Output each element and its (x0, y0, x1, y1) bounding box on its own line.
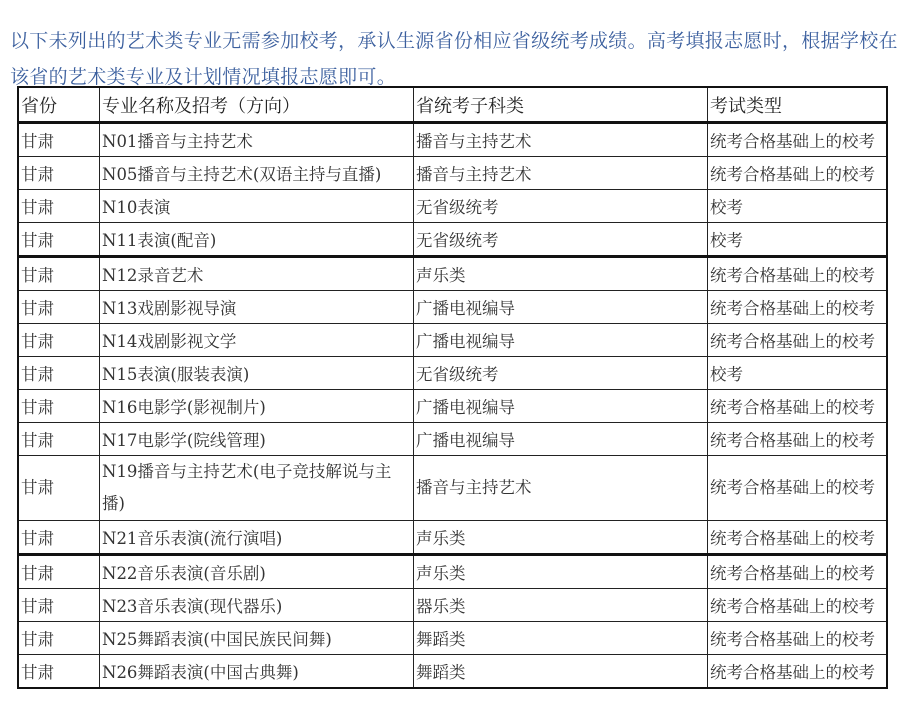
cell-exam-type: 统考合格基础上的校考 (708, 157, 888, 190)
table-row (18, 257, 887, 291)
cell-province: 甘肃 (18, 622, 100, 655)
cell-province: 甘肃 (18, 157, 100, 190)
cell-subcategory: 无省级统考 (414, 223, 708, 257)
cell-subcategory: 舞蹈类 (414, 655, 708, 689)
cell-province: 甘肃 (18, 291, 100, 324)
cell-exam-type: 校考 (708, 223, 888, 257)
table-row (18, 456, 887, 521)
cell-subcategory: 广播电视编导 (414, 423, 708, 456)
table-row (18, 157, 887, 190)
cell-major: N26舞蹈表演(中国古典舞) (100, 655, 414, 689)
cell-subcategory: 无省级统考 (414, 190, 708, 223)
cell-province: 甘肃 (18, 655, 100, 689)
cell-exam-type: 统考合格基础上的校考 (708, 521, 888, 555)
cell-exam-type: 统考合格基础上的校考 (708, 257, 888, 291)
cell-province: 甘肃 (18, 521, 100, 555)
cell-province: 甘肃 (18, 123, 100, 157)
cell-exam-type: 统考合格基础上的校考 (708, 655, 888, 689)
cell-province: 甘肃 (18, 555, 100, 589)
cell-province: 甘肃 (18, 223, 100, 257)
cell-major: N25舞蹈表演(中国民族民间舞) (100, 622, 414, 655)
cell-major: N05播音与主持艺术(双语主持与直播) (100, 157, 414, 190)
cell-exam-type: 统考合格基础上的校考 (708, 589, 888, 622)
cell-major: N13戏剧影视导演 (100, 291, 414, 324)
table-row (18, 190, 887, 223)
cell-subcategory: 声乐类 (414, 521, 708, 555)
cell-province: 甘肃 (18, 324, 100, 357)
table-row (18, 655, 887, 689)
header-subcategory: 省统考子科类 (414, 87, 708, 123)
cell-major: N22音乐表演(音乐剧) (100, 555, 414, 589)
cell-province: 甘肃 (18, 423, 100, 456)
header-exam-type: 考试类型 (708, 87, 888, 123)
intro-paragraph: 以下未列出的艺术类专业无需参加校考，承认生源省份相应省级统考成绩。高考填报志愿时，根据学校在该省的艺术类专业及计划情况填报志愿即可。 (10, 30, 898, 88)
cell-subcategory: 播音与主持艺术 (414, 456, 708, 521)
cell-major: N14戏剧影视文学 (100, 324, 414, 357)
cell-subcategory: 广播电视编导 (414, 324, 708, 357)
cell-major: N01播音与主持艺术 (100, 123, 414, 157)
art-majors-table (17, 86, 888, 689)
table-row (18, 589, 887, 622)
table-header-row (18, 87, 887, 123)
table-row (18, 223, 887, 257)
table-row (18, 291, 887, 324)
cell-subcategory: 声乐类 (414, 555, 708, 589)
cell-exam-type: 统考合格基础上的校考 (708, 456, 888, 521)
cell-major: N21音乐表演(流行演唱) (100, 521, 414, 555)
cell-subcategory: 无省级统考 (414, 357, 708, 390)
cell-major: N10表演 (100, 190, 414, 223)
cell-major: N19播音与主持艺术(电子竞技解说与主播) (100, 456, 414, 521)
table-row (18, 357, 887, 390)
cell-subcategory: 广播电视编导 (414, 291, 708, 324)
cell-exam-type: 统考合格基础上的校考 (708, 324, 888, 357)
cell-exam-type: 统考合格基础上的校考 (708, 291, 888, 324)
cell-major: N23音乐表演(现代器乐) (100, 589, 414, 622)
cell-exam-type: 统考合格基础上的校考 (708, 555, 888, 589)
table-row (18, 622, 887, 655)
cell-major: N11表演(配音) (100, 223, 414, 257)
cell-subcategory: 舞蹈类 (414, 622, 708, 655)
cell-subcategory: 器乐类 (414, 589, 708, 622)
cell-province: 甘肃 (18, 357, 100, 390)
cell-exam-type: 校考 (708, 357, 888, 390)
cell-subcategory: 声乐类 (414, 257, 708, 291)
cell-province: 甘肃 (18, 589, 100, 622)
table-row (18, 555, 887, 589)
cell-major: N16电影学(影视制片) (100, 390, 414, 423)
header-major: 专业名称及招考（方向） (100, 87, 414, 123)
cell-major: N15表演(服装表演) (100, 357, 414, 390)
cell-subcategory: 播音与主持艺术 (414, 123, 708, 157)
cell-province: 甘肃 (18, 257, 100, 291)
cell-exam-type: 统考合格基础上的校考 (708, 390, 888, 423)
table-row (18, 521, 887, 555)
cell-province: 甘肃 (18, 390, 100, 423)
table-row (18, 423, 887, 456)
cell-major: N17电影学(院线管理) (100, 423, 414, 456)
cell-exam-type: 统考合格基础上的校考 (708, 123, 888, 157)
cell-exam-type: 统考合格基础上的校考 (708, 423, 888, 456)
header-province: 省份 (18, 87, 100, 123)
cell-province: 甘肃 (18, 190, 100, 223)
table-row (18, 390, 887, 423)
cell-major: N12录音艺术 (100, 257, 414, 291)
table-row (18, 324, 887, 357)
cell-province: 甘肃 (18, 456, 100, 521)
cell-exam-type: 校考 (708, 190, 888, 223)
cell-subcategory: 播音与主持艺术 (414, 157, 708, 190)
cell-exam-type: 统考合格基础上的校考 (708, 622, 888, 655)
cell-subcategory: 广播电视编导 (414, 390, 708, 423)
table-row (18, 123, 887, 157)
